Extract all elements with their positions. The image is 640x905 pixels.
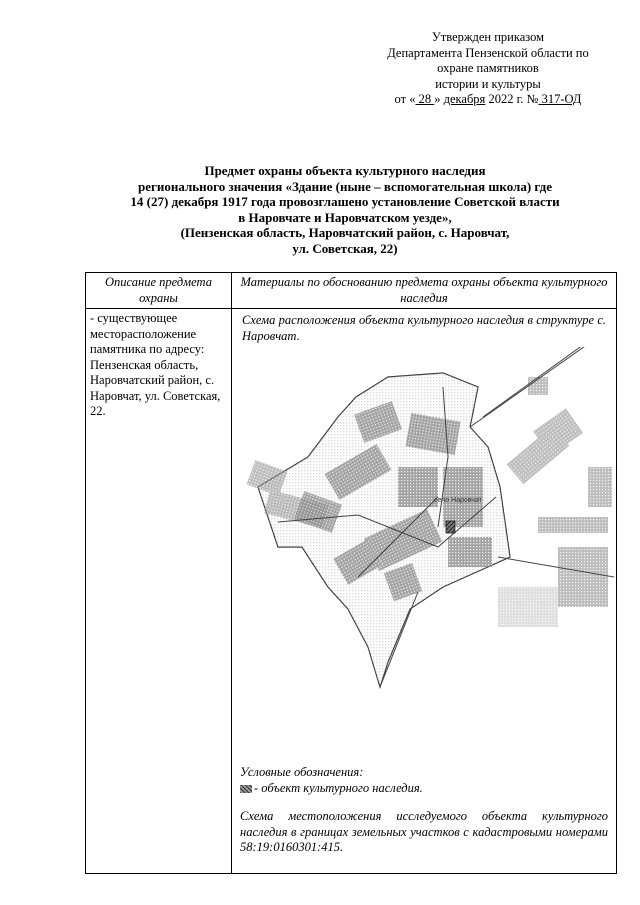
col2-header: Материалы по обоснованию предмета охраны объекта культурного наследия xyxy=(232,273,617,309)
approval-line: истории и культуры xyxy=(435,76,541,91)
date-year: 2022 г. № xyxy=(485,92,539,106)
description-cell: - существующее месторасположение памятника по адресу: Пензенская область, Наровчатский район, с. Наровчат, ул. Советская, 22. xyxy=(86,309,232,874)
legend-item-label: - объект культурного наследия. xyxy=(254,781,423,795)
title-line: Предмет охраны объекта культурного наследия xyxy=(204,163,486,178)
title-line: 14 (27) декабря 1917 года провозглашено установление Советской власти xyxy=(130,194,560,209)
col1-header: Описание предмета охраны xyxy=(86,273,232,309)
order-number: 317-ОД xyxy=(538,92,582,106)
approval-block xyxy=(360,30,616,108)
date-month: декабря xyxy=(443,92,486,106)
title-line: в Наровчате и Наровчатском уезде», xyxy=(238,209,452,225)
materials-cell xyxy=(232,309,617,874)
heritage-site-marker xyxy=(446,521,455,533)
legend-item xyxy=(240,781,423,797)
village-map-svg xyxy=(238,347,614,697)
cadastral-caption: Схема местоположения исследуемого объекта культурного наследия в границах земельных участков с кадастровыми номерами 58:19:0160301:415. xyxy=(240,809,608,854)
approval-line: охране памятников xyxy=(437,61,539,75)
map-village-label: село Наровчат xyxy=(434,497,482,504)
table-row xyxy=(86,309,617,874)
protection-table xyxy=(85,272,617,874)
table-header-row xyxy=(86,273,617,309)
title-line: регионального значения «Здание (ныне – вспомогательная школа) где xyxy=(137,178,553,194)
date-mid: » xyxy=(434,92,441,106)
approval-line: Департамента Пензенской области по xyxy=(387,45,589,60)
approval-line: Утвержден приказом xyxy=(431,30,545,44)
document-title xyxy=(90,163,600,256)
title-line: (Пензенская область, Наровчатский район, с. Наровчат, xyxy=(180,225,510,240)
legend-title: Условные обозначения: xyxy=(240,765,364,779)
date-prefix: от « xyxy=(394,92,416,106)
approval-date-line xyxy=(360,92,616,108)
title-line: ул. Советская, 22) xyxy=(292,240,398,256)
map-caption: Схема расположения объекта культурного наследия в структуре с. Наровчат. xyxy=(242,313,606,343)
date-day: 28 xyxy=(415,92,435,106)
heritage-site-swatch-icon xyxy=(240,785,252,793)
village-map xyxy=(238,347,614,697)
